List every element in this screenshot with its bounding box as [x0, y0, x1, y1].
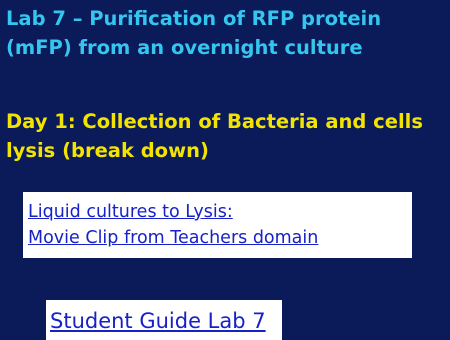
day1-heading-line-2: lysis (break down): [6, 139, 209, 162]
slide-title: [6, 4, 448, 62]
day1-heading-line-1: Day 1: Collection of Bacteria and cells: [6, 110, 423, 133]
student-guide-link[interactable]: Student Guide Lab 7: [50, 309, 266, 333]
slide-title-line-1: Lab 7 – Purification of RFP protein: [6, 7, 382, 30]
slide-title-line-2: (mFP) from an overnight culture: [6, 36, 363, 59]
movie-clip-link[interactable]: Movie Clip from Teachers domain: [28, 228, 319, 248]
links-box: [23, 192, 412, 258]
day1-heading: [6, 107, 448, 165]
student-guide-box: [46, 300, 282, 340]
liquid-cultures-link[interactable]: Liquid cultures to Lysis:: [28, 202, 233, 222]
